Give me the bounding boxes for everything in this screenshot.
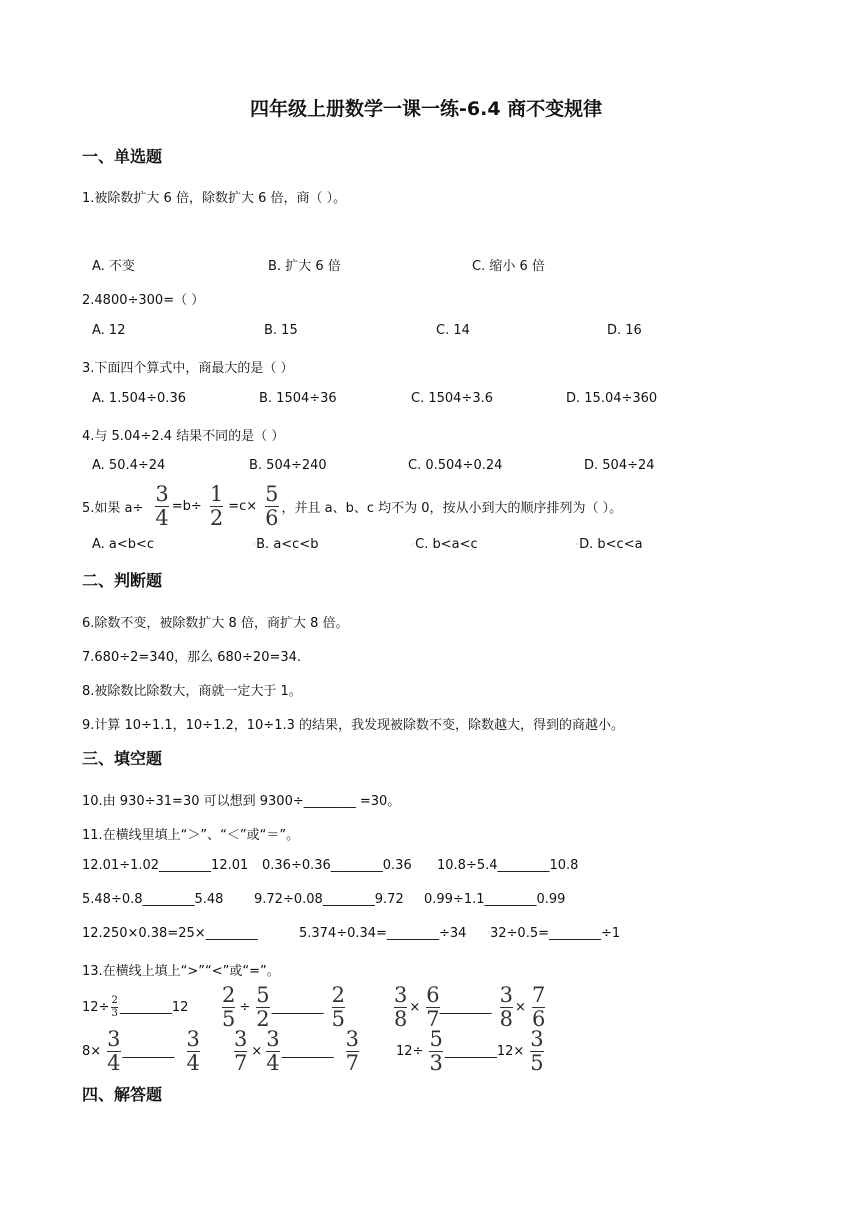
q3-option-c: C. 1504÷3.6 (411, 391, 493, 406)
fraction-3-4-d: $\frac{3}{4}$ (266, 1026, 280, 1075)
q11-row1-b: 0.36÷0.36________0.36 (262, 858, 412, 873)
question-13: 13.在横线上填上“>”“<”或“=”。 (82, 964, 280, 979)
question-1: 1.被除数扩大 6 倍，除数扩大 6 倍，商（ ）。 (82, 191, 347, 206)
fraction-7-6: $\frac{7}{6}$ (531, 982, 546, 1031)
q5-text-end: ，并且 a、b、c 均不为 0，按从小到大的顺序排列为（ ）。 (281, 500, 623, 516)
q4-option-c: C. 0.504÷0.24 (408, 458, 503, 473)
q11-row2-a: 5.48÷0.8________5.48 (82, 892, 224, 907)
q13-expr-3: $\frac{3}{8}$ × $\frac{6}{7}$ ________ $\frac{3}{8}$ × $\frac{7}{6}$ (394, 982, 546, 1031)
fraction-3-7-b: $\frac{3}{7}$ (345, 1026, 360, 1075)
q11-row1-a: 12.01÷1.02________12.01 (82, 858, 249, 873)
q1-option-c: C. 缩小 6 倍 (472, 259, 545, 274)
question-3: 3.下面四个算式中，商最大的是（ ） (82, 361, 294, 376)
question-9: 9.计算 10÷1.1，10÷1.2，10÷1.3 的结果，我发现被除数不变，除数越大，得到的商越小。 (82, 718, 624, 733)
question-12-a: 12.250×0.38=25×________ (82, 926, 258, 941)
q13-expr-5: $\frac{3}{7}$ × $\frac{3}{4}$ ________ $\frac{3}{7}$ (234, 1026, 360, 1075)
fraction-3-8-b: $\frac{3}{8}$ (499, 982, 514, 1031)
fraction-3-5: $\frac{3}{5}$ (530, 1026, 544, 1075)
question-11: 11.在横线里填上“＞”、“＜”或“＝”。 (82, 828, 300, 843)
q11-row2-b: 9.72÷0.08________9.72 (254, 892, 404, 907)
question-12-c: 32÷0.5=________÷1 (490, 926, 621, 941)
q1-option-a: A. 不变 (92, 259, 135, 274)
fraction-3-4: $\frac{3}{4}$ (155, 481, 169, 530)
question-5: 5.如果 a÷ $\frac{3}{4}$ =b÷ $\frac{1}{2}$ =c× $\frac{5}{6}$ ，并且 a、b、c 均不为 0，按从小到大的顺序排列为（ ）。 (82, 481, 623, 530)
q5-option-c: ◦C. b<a<c (411, 537, 478, 552)
fraction-2-3: $\frac{2}{3}$ (111, 994, 118, 1019)
q2-option-c: C. 14 (436, 323, 470, 338)
q4-option-a: A. 50.4÷24 (92, 458, 166, 473)
q5-option-b: ◦B. a<c<b (252, 537, 319, 552)
fraction-3-4-b: $\frac{3}{4}$ (107, 1026, 121, 1075)
fraction-3-4-c: $\frac{3}{4}$ (186, 1026, 200, 1075)
question-8: 8.被除数比除数大，商就一定大于 1。 (82, 684, 302, 699)
page-title: 四年级上册数学一课一练-6.4 商不变规律 (250, 98, 603, 120)
section-heading-true-false: 二、判断题 (82, 571, 163, 590)
section-heading-single-choice: 一、单选题 (82, 147, 163, 166)
fraction-1-2: $\frac{1}{2}$ (209, 481, 224, 530)
fraction-6-7: $\frac{6}{7}$ (426, 982, 440, 1031)
q2-option-a: A. 12 (92, 323, 126, 338)
q2-option-b: B. 15 (264, 323, 298, 338)
q5-text-start: 5.如果 a÷ (82, 500, 144, 516)
q13-expr-1: 12÷ $\frac{2}{3}$ ________12 (82, 994, 189, 1019)
question-6: 6.除数不变，被除数扩大 8 倍，商扩大 8 倍。 (82, 616, 349, 631)
question-4: 4.与 5.04÷2.4 结果不同的是（ ） (82, 429, 285, 444)
question-7: 7.680÷2=340，那么 680÷20=34. (82, 650, 302, 665)
fraction-5-6: $\frac{5}{6}$ (265, 481, 279, 530)
section-heading-fill-blank: 三、填空题 (82, 749, 163, 768)
q11-row2-c: 0.99÷1.1________0.99 (424, 892, 566, 907)
q3-option-d: D. 15.04÷360 (566, 391, 658, 406)
q1-option-b: B. 扩大 6 倍 (268, 259, 341, 274)
fraction-5-3: $\frac{5}{3}$ (429, 1026, 443, 1075)
fraction-3-7: $\frac{3}{7}$ (234, 1026, 248, 1075)
q11-row1-c: 10.8÷5.4________10.8 (437, 858, 579, 873)
q13-expr-6: 12÷ $\frac{5}{3}$ ________12× $\frac{3}{5}$ (396, 1026, 544, 1075)
q4-option-b: B. 504÷240 (249, 458, 327, 473)
question-2: 2.4800÷300=（ ） (82, 293, 205, 308)
section-heading-solve: 四、解答题 (82, 1085, 163, 1104)
question-12-b: 5.374÷0.34=________÷34 (299, 926, 467, 941)
q5-option-a: A. a<b<c (92, 537, 155, 552)
fraction-2-5: $\frac{2}{5}$ (222, 982, 236, 1031)
q3-option-a: A. 1.504÷0.36 (92, 391, 186, 406)
fraction-5-2: $\frac{5}{2}$ (256, 982, 270, 1031)
q3-option-b: B. 1504÷36 (259, 391, 337, 406)
question-10: 10.由 930÷31=30 可以想到 9300÷________ =30。 (82, 794, 401, 809)
q5-option-d: ◦D. b<c<a (575, 537, 643, 552)
q13-expr-2: $\frac{2}{5}$ ÷ $\frac{5}{2}$ ________ $\frac{2}{5}$ (222, 982, 346, 1031)
fraction-3-8: $\frac{3}{8}$ (394, 982, 408, 1031)
fraction-2-5-b: $\frac{2}{5}$ (331, 982, 346, 1031)
q13-expr-4: 8× $\frac{3}{4}$ ________ $\frac{3}{4}$ (82, 1026, 200, 1075)
q2-option-d: D. 16 (607, 323, 642, 338)
q4-option-d: D. 504÷24 (584, 458, 655, 473)
